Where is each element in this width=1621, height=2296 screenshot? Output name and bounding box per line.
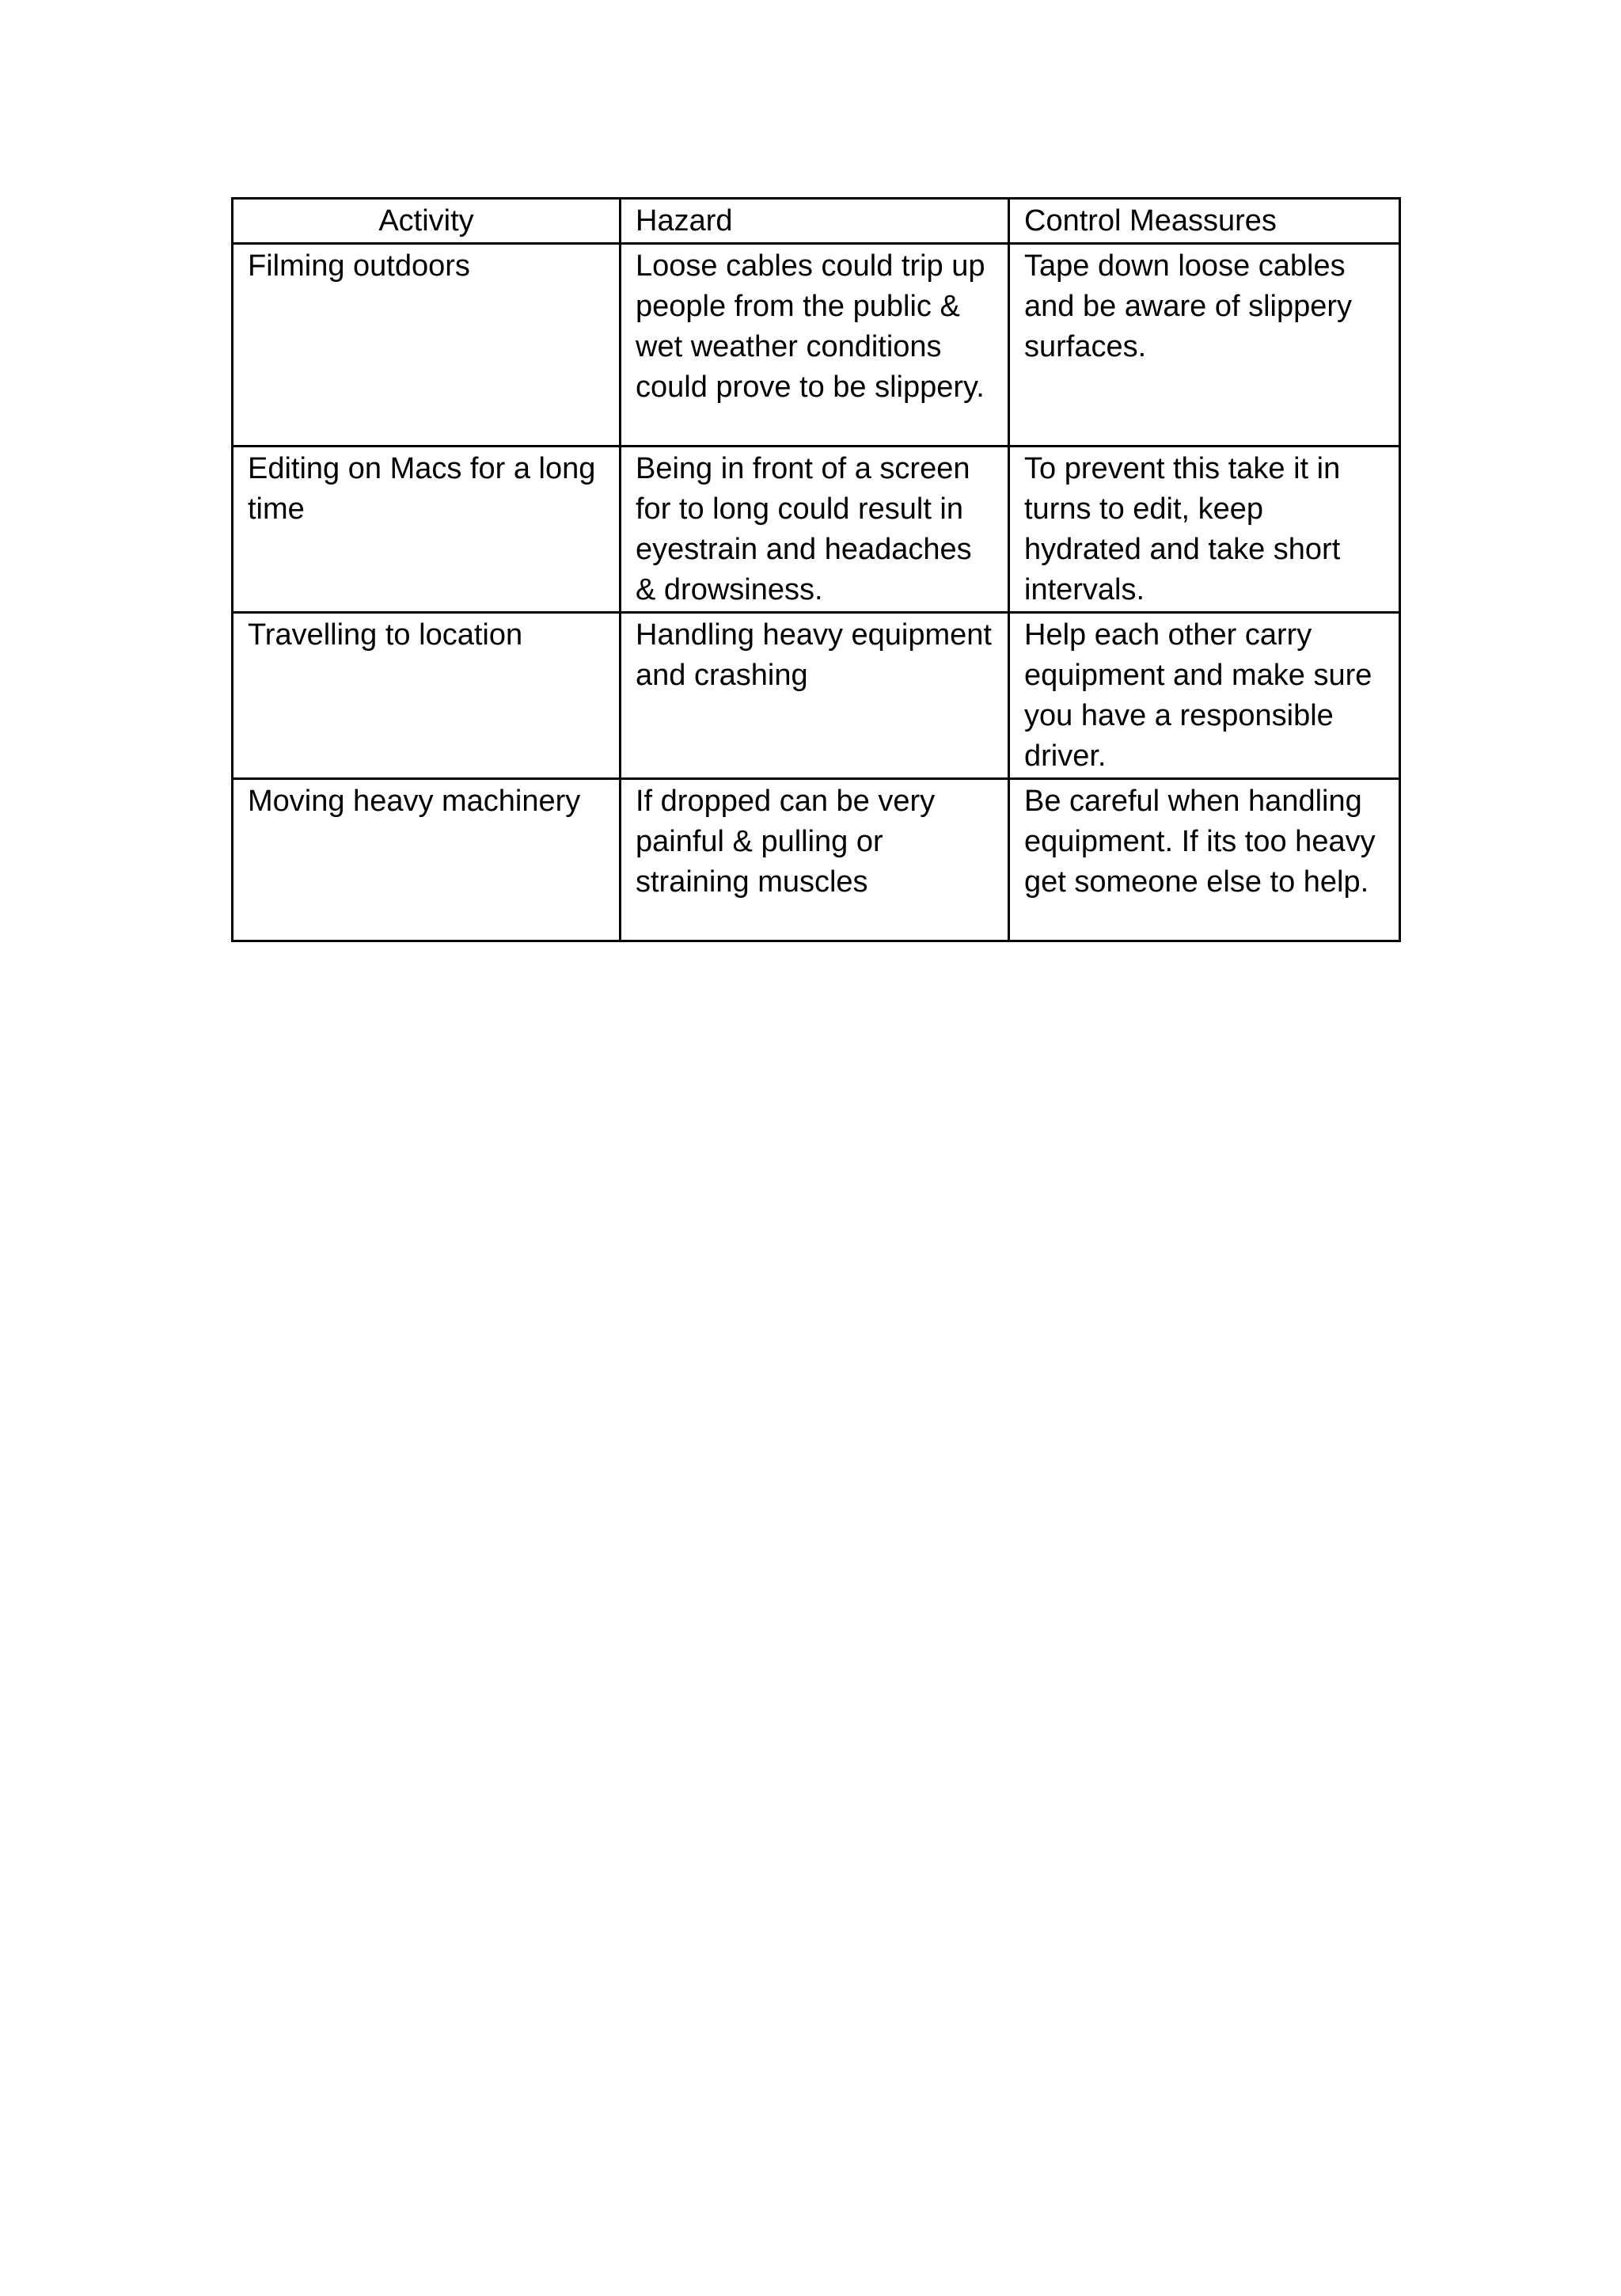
header-activity: Activity bbox=[233, 199, 621, 244]
control-cell: Tape down loose cables and be aware of slippery surfaces. bbox=[1009, 244, 1400, 447]
hazard-cell: If dropped can be very painful & pulling or straining muscles bbox=[621, 779, 1009, 941]
table-header-row bbox=[233, 199, 1400, 244]
table-row bbox=[233, 779, 1400, 941]
activity-cell: Travelling to location bbox=[233, 613, 621, 779]
activity-cell: Moving heavy machinery bbox=[233, 779, 621, 941]
control-cell: Be careful when handling equipment. If its too heavy get someone else to help. bbox=[1009, 779, 1400, 941]
table-row bbox=[233, 447, 1400, 613]
hazard-cell: Loose cables could trip up people from the public & wet weather conditions could prove to be slippery. bbox=[621, 244, 1009, 447]
header-hazard: Hazard bbox=[621, 199, 1009, 244]
hazard-cell: Being in front of a screen for to long could result in eyestrain and headaches & drowsiness. bbox=[621, 447, 1009, 613]
table-row bbox=[233, 613, 1400, 779]
control-cell: Help each other carry equipment and make sure you have a responsible driver. bbox=[1009, 613, 1400, 779]
activity-cell: Editing on Macs for a long time bbox=[233, 447, 621, 613]
header-control-measures: Control Meassures bbox=[1009, 199, 1400, 244]
activity-cell: Filming outdoors bbox=[233, 244, 621, 447]
control-cell: To prevent this take it in turns to edit, keep hydrated and take short intervals. bbox=[1009, 447, 1400, 613]
hazard-cell: Handling heavy equipment and crashing bbox=[621, 613, 1009, 779]
risk-assessment-table bbox=[231, 197, 1401, 942]
table-row bbox=[233, 244, 1400, 447]
